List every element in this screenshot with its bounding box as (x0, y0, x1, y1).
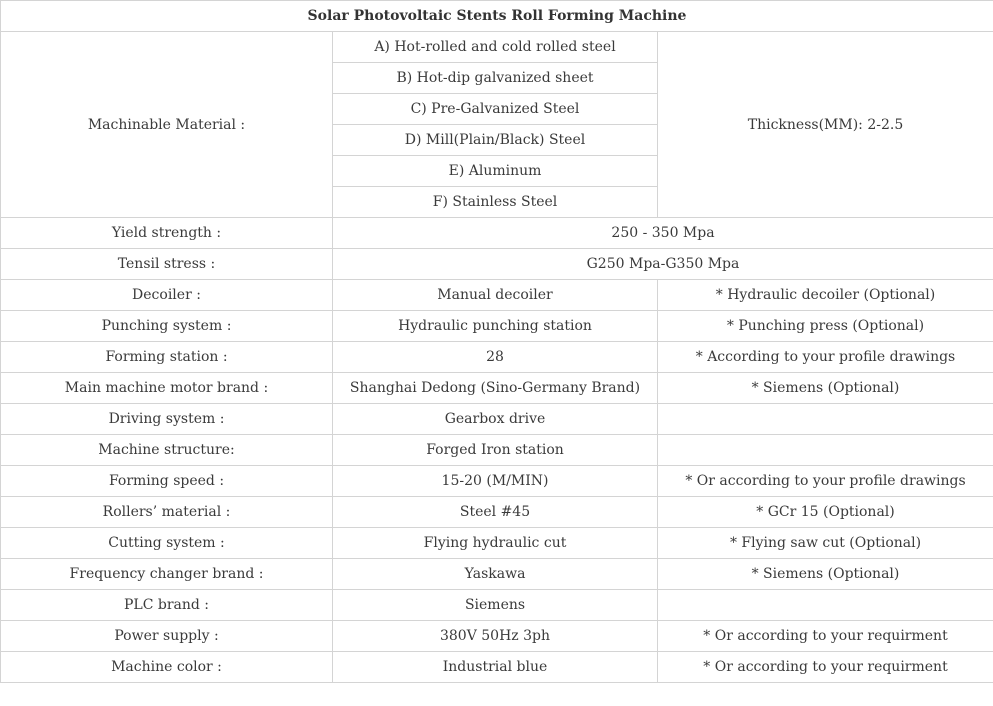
row-label: Punching system : (1, 311, 333, 342)
table-row (1, 590, 993, 621)
row-value: Manual decoiler (333, 280, 658, 311)
row-label: Driving system : (1, 404, 333, 435)
row-label: Rollers’ material : (1, 497, 333, 528)
table-row (1, 404, 993, 435)
row-label: Cutting system : (1, 528, 333, 559)
row-value: Flying hydraulic cut (333, 528, 658, 559)
row-note: * Punching press (Optional) (658, 311, 993, 342)
row-note (658, 590, 993, 621)
table-row (1, 652, 993, 683)
table-row (1, 342, 993, 373)
table-row (1, 466, 993, 497)
table-row (1, 497, 993, 528)
row-note: * Hydraulic decoiler (Optional) (658, 280, 993, 311)
material-item: B) Hot-dip galvanized sheet (333, 63, 658, 94)
row-value: Industrial blue (333, 652, 658, 683)
table-row (1, 559, 993, 590)
material-item: A) Hot-rolled and cold rolled steel (333, 32, 658, 63)
row-value: Steel #45 (333, 497, 658, 528)
table-row (1, 280, 993, 311)
row-label: Forming station : (1, 342, 333, 373)
row-label: Yield strength : (1, 218, 333, 249)
table-row-tensil-stress (1, 249, 993, 280)
row-label: Power supply : (1, 621, 333, 652)
row-label: Tensil stress : (1, 249, 333, 280)
table-row (1, 528, 993, 559)
row-note: * Siemens (Optional) (658, 373, 993, 404)
table-row (1, 435, 993, 466)
table-row (1, 621, 993, 652)
material-row (1, 32, 993, 63)
material-item: C) Pre-Galvanized Steel (333, 94, 658, 125)
row-value: 28 (333, 342, 658, 373)
thickness-value: Thickness(MM): 2-2.5 (658, 32, 993, 218)
material-item: F) Stainless Steel (333, 187, 658, 218)
row-label: PLC brand : (1, 590, 333, 621)
row-value: 15-20 (M/MIN) (333, 466, 658, 497)
row-note (658, 404, 993, 435)
table-row-yield-strength (1, 218, 993, 249)
row-value: Siemens (333, 590, 658, 621)
material-item: E) Aluminum (333, 156, 658, 187)
row-note: * According to your profile drawings (658, 342, 993, 373)
row-value: Shanghai Dedong (Sino-Germany Brand) (333, 373, 658, 404)
spec-table-body (1, 1, 993, 683)
row-note: * Siemens (Optional) (658, 559, 993, 590)
row-note: * Or according to your requirment (658, 652, 993, 683)
material-label: Machinable Material : (1, 32, 333, 218)
material-item: D) Mill(Plain/Black) Steel (333, 125, 658, 156)
row-value: Yaskawa (333, 559, 658, 590)
row-label: Main machine motor brand : (1, 373, 333, 404)
row-value: Hydraulic punching station (333, 311, 658, 342)
row-note: * Or according to your requirment (658, 621, 993, 652)
row-value: G250 Mpa-G350 Mpa (333, 249, 993, 280)
row-value: Forged Iron station (333, 435, 658, 466)
row-label: Machine structure: (1, 435, 333, 466)
row-label: Frequency changer brand : (1, 559, 333, 590)
row-note: * Or according to your profile drawings (658, 466, 993, 497)
table-row (1, 373, 993, 404)
row-note (658, 435, 993, 466)
table-title: Solar Photovoltaic Stents Roll Forming Machine (1, 1, 993, 32)
row-label: Decoiler : (1, 280, 333, 311)
row-note: * GCr 15 (Optional) (658, 497, 993, 528)
row-note: * Flying saw cut (Optional) (658, 528, 993, 559)
row-value: 380V 50Hz 3ph (333, 621, 658, 652)
title-row (1, 1, 993, 32)
table-row (1, 311, 993, 342)
row-label: Forming speed : (1, 466, 333, 497)
row-value: Gearbox drive (333, 404, 658, 435)
row-label: Machine color : (1, 652, 333, 683)
row-value: 250 - 350 Mpa (333, 218, 993, 249)
